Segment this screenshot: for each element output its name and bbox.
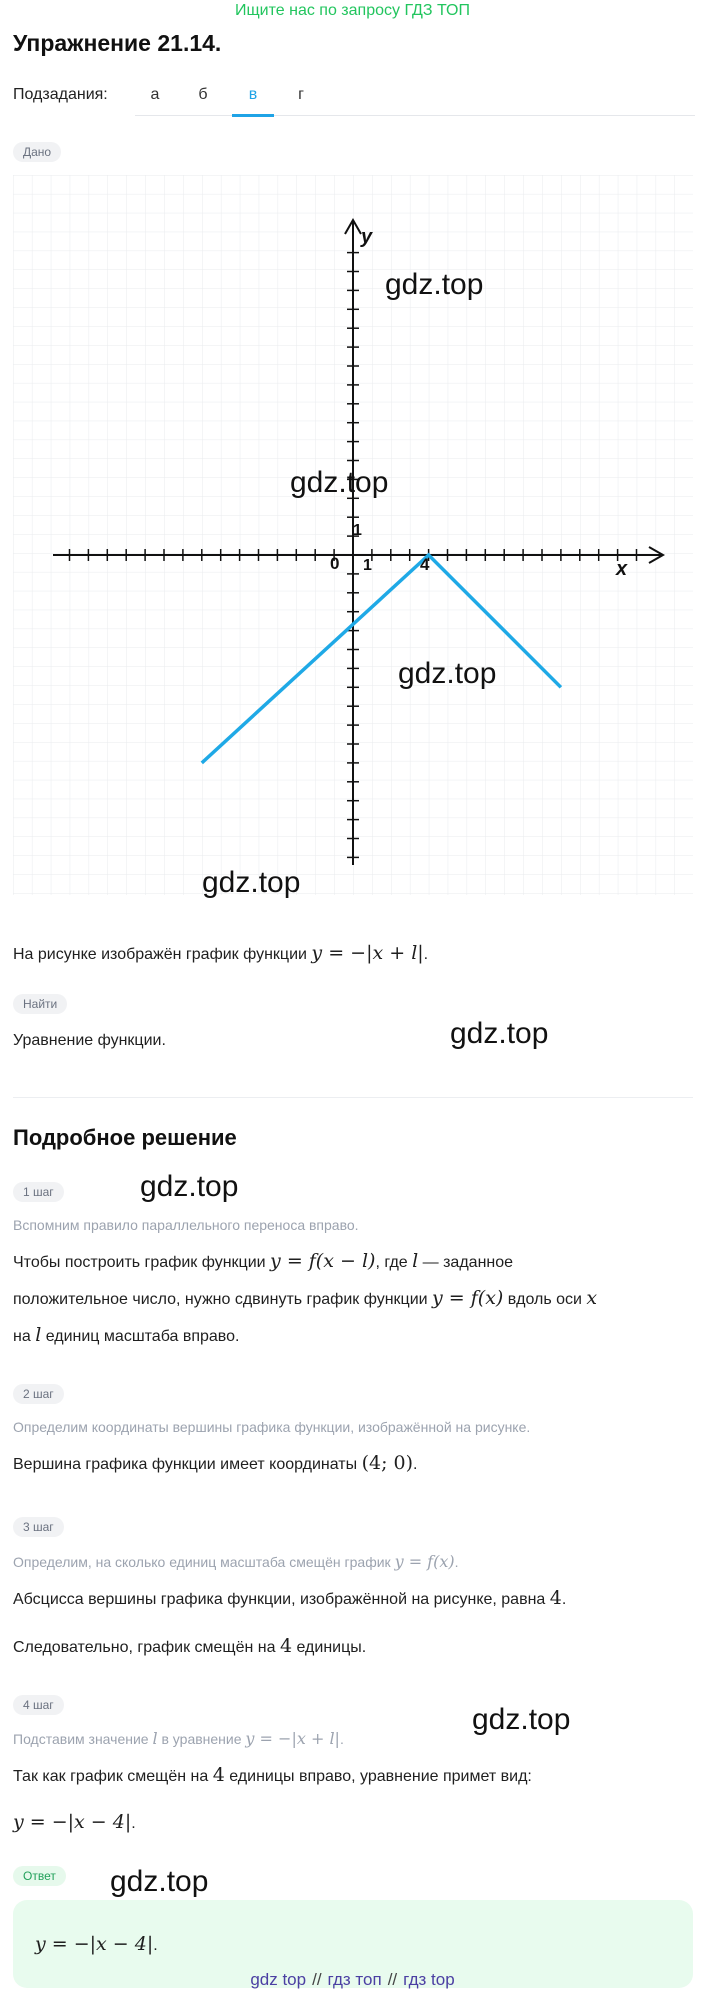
watermark: gdz.top [472, 1703, 571, 1736]
step3-line2: Следовательно, график смещён на 4 единицы. [13, 1635, 367, 1657]
watermark: gdz.top [385, 268, 484, 301]
tab-b[interactable]: б [198, 86, 208, 103]
step2-hint: Определим координаты вершины графика функции, изображённой на рисунке. [13, 1419, 531, 1435]
given-text-after: . [423, 946, 429, 963]
step2-pill: 2 шаг [13, 1384, 64, 1404]
y-tick-label-1: 1 [353, 522, 362, 539]
solution-title: Подробное решение [13, 1125, 237, 1150]
step4-line1: Так как график смещён на 4 единицы вправо, уравнение примет вид: [13, 1764, 532, 1786]
subtasks-tabs [135, 78, 695, 116]
y-axis-label: y [361, 226, 373, 248]
watermark: gdz.top [140, 1170, 239, 1203]
step1-line2: положительное число, нужно сдвинуть график функции y = f(x) вдоль оси x [13, 1287, 598, 1309]
x-axis-label: x [616, 558, 628, 580]
step1-line3: на l единиц масштаба вправо. [13, 1324, 240, 1346]
footer-links: gdz top // гдз топ // гдз top [250, 1970, 455, 1989]
given-pill: Дано [13, 142, 61, 162]
step3-hint: Определим, на сколько единиц масштаба смещён график y = f(x). [13, 1552, 459, 1571]
step2-text: Вершина графика функции имеет координаты (4; 0). [13, 1452, 418, 1474]
watermark: gdz.top [202, 866, 301, 899]
step1-pill: 1 шаг [13, 1182, 64, 1202]
step1-hint: Вспомним правило параллельного переноса вправо. [13, 1217, 359, 1233]
function-graph [13, 175, 693, 895]
step4-hint: Подставим значение l в уравнение y = −|x + l|. [13, 1729, 344, 1748]
find-text: Уравнение функции. [13, 1032, 166, 1049]
watermark: gdz.top [110, 1865, 209, 1898]
given-text [13, 935, 428, 973]
given-formula: y = −|x + l| [311, 942, 424, 964]
active-tab-indicator [232, 114, 274, 117]
find-pill: Найти [13, 994, 67, 1014]
answer-pill: Ответ [13, 1866, 66, 1886]
footer-link-2[interactable]: гдз топ [327, 1970, 382, 1989]
origin-label: 0 [330, 554, 340, 573]
page-title: Упражнение 21.14. [13, 30, 222, 56]
step4-formula: y = −|x − 4|. [13, 1811, 136, 1833]
tab-a[interactable]: а [150, 86, 160, 103]
given-text-before: На рисунке изображён график функции [13, 946, 312, 963]
watermark: gdz.top [290, 466, 389, 499]
step1-line1: Чтобы построить график функции y = f(x − l), где l — заданное [13, 1250, 514, 1272]
tab-g[interactable]: г [298, 86, 304, 103]
step3-line1: Абсцисса вершины графика функции, изображённой на рисунке, равна 4. [13, 1587, 567, 1609]
x-tick-label-4: 4 [420, 555, 430, 574]
tab-v[interactable]: в [248, 86, 258, 103]
subtasks-label: Подзадания: [13, 86, 108, 103]
watermark: gdz.top [398, 657, 497, 690]
step3-pill: 3 шаг [13, 1517, 64, 1537]
section-divider [13, 1097, 693, 1098]
x-tick-label-1: 1 [363, 557, 372, 574]
watermark: gdz.top [450, 1017, 549, 1050]
answer-formula: y = −|x − 4|. [35, 1933, 158, 1955]
footer-link-1[interactable]: gdz top [250, 1970, 307, 1989]
footer-link-3[interactable]: гдз top [403, 1970, 455, 1989]
top-banner: Ищите нас по запросу ГДЗ ТОП [235, 2, 470, 19]
step4-pill: 4 шаг [13, 1695, 64, 1715]
